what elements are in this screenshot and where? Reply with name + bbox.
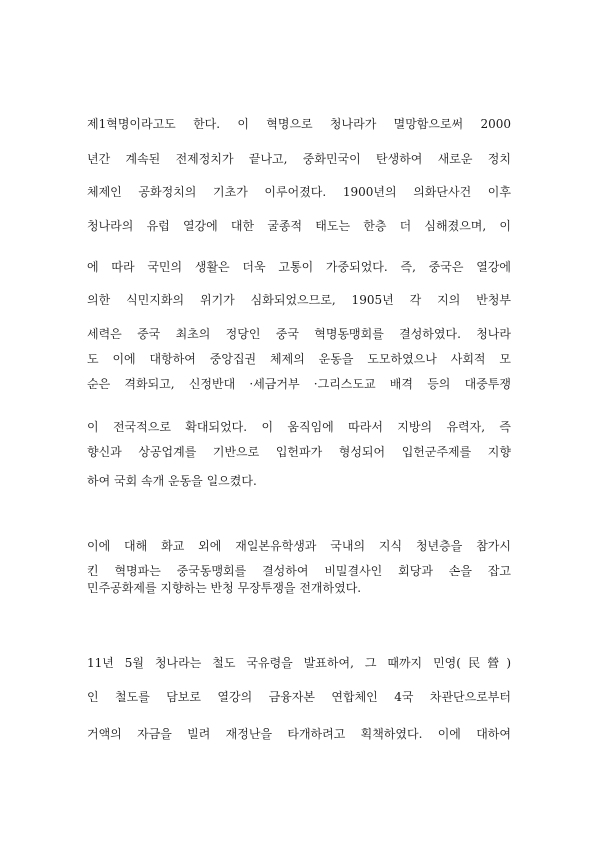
text-line: 도 이에 대항하여 중앙집권 체제의 운동을 도모하였으나 사회적 모 [87,352,511,366]
text-line: 인 철도를 담보로 열강의 금융자본 연합체인 4국 차관단으로부터 [87,690,511,704]
text-line: 거액의 자금을 빌려 재정난을 타개하려고 획책하였다. 이에 대하여 [87,727,511,741]
text-line: 세력은 중국 최초의 정당인 중국 혁명동맹회를 결성하였다. 청나라 [87,327,511,341]
text-line: 에 따라 국민의 생활은 더욱 고통이 가중되었다. 즉, 중국은 열강에 [87,260,511,274]
text-line: 하여 국회 속개 운동을 일으켰다. [87,474,257,488]
text-line: 순은 격화되고, 신정반대 ·세금거부 ·그리스도교 배격 등의 대중투쟁 [87,377,511,391]
text-line: 체제인 공화정치의 기초가 이루어졌다. 1900년의 의화단사건 이후 [87,185,511,199]
text-line: 청나라의 유럽 열강에 대한 굴종적 태도는 한층 더 심해졌으며, 이 [87,219,511,233]
text-line: 이 전국적으로 확대되었다. 이 움직임에 따라서 지방의 유력자, 즉 [87,420,511,434]
text-line: 이에 대해 화교 외에 재일본유학생과 국내의 지식 청년층을 참가시 [87,539,511,553]
text-line: 향신과 상공업계를 기반으로 입헌파가 형성되어 입헌군주제를 지향 [87,445,511,459]
text-line: 제1혁명이라고도 한다. 이 혁명으로 청나라가 멸망함으로써 2000 [87,117,511,131]
text-line: 년간 계속된 전제정치가 끝나고, 중화민국이 탄생하여 새로운 정치 [87,152,511,166]
text-line: 킨 혁명파는 중국동맹회를 결성하여 비밀결사인 회당과 손을 잡고 [87,564,511,578]
text-line: 의한 식민지화의 위기가 심화되었으므로, 1905년 각 지의 반청부 [87,293,511,307]
text-line: 민주공화제를 지향하는 반청 무장투쟁을 전개하였다. [87,581,362,595]
text-line: 11년 5월 청나라는 철도 국유령을 발표하여, 그 때까지 민영(民營) [87,656,511,670]
